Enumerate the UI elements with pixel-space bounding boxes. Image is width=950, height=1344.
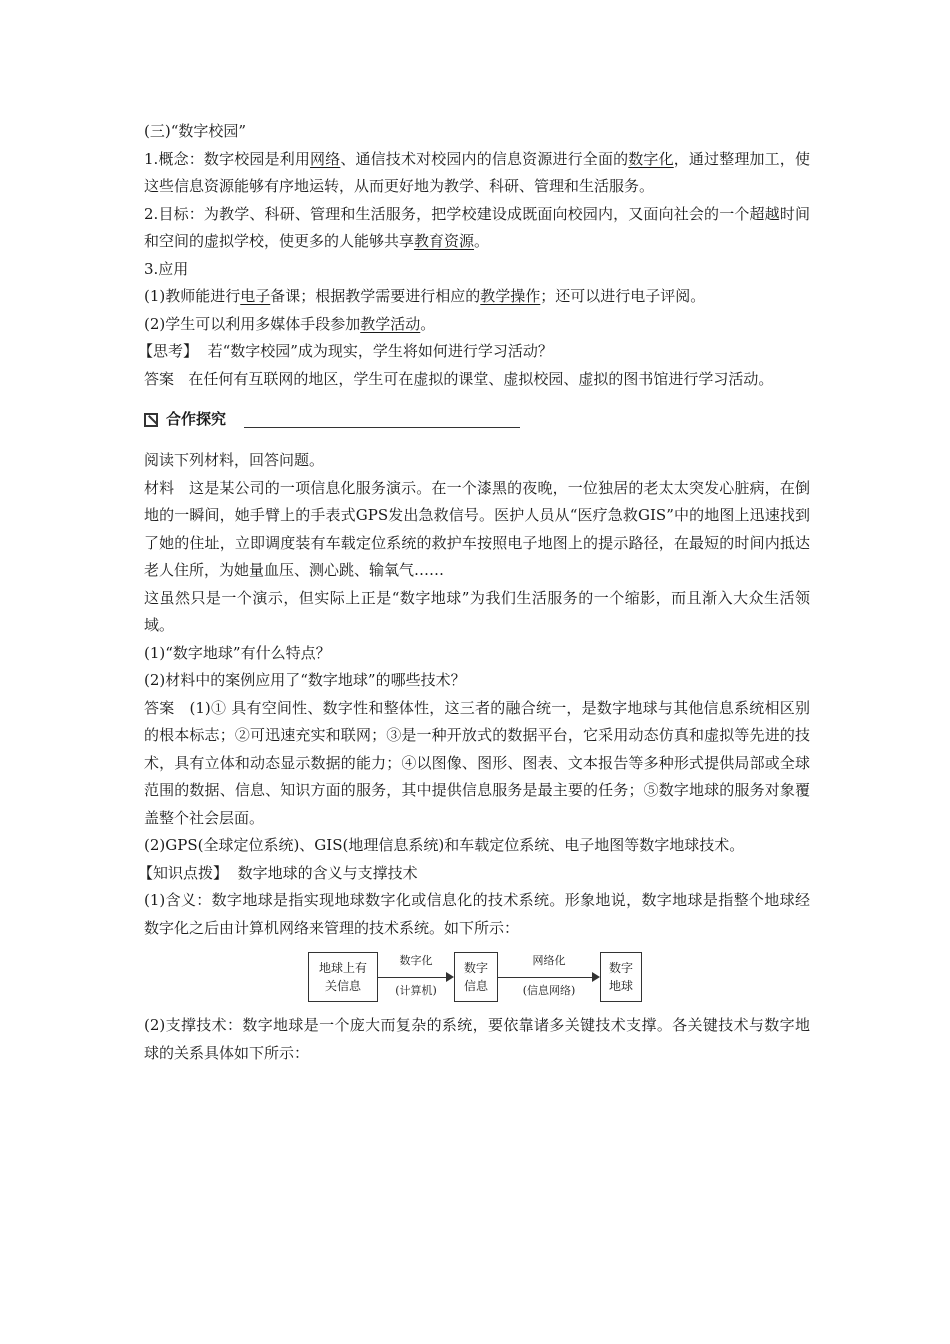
think-label: 【思考】 [138, 342, 199, 360]
apply-item-2: (2)学生可以利用多媒体手段参加教学活动。 [144, 314, 436, 333]
flow-arrow-digitize: 数字化 (计算机) [378, 952, 454, 1002]
material-summary: 这虽然只是一个演示，但实际上正是“数字地球”为我们生活服务的一个缩影，而且渐入大众生活领域。 [144, 588, 810, 634]
flow-box-digital-earth: 数字 地球 [600, 952, 642, 1002]
apply-item-1: (1)教师能进行电子备课；根据教学需要进行相应的教学操作；还可以进行电子评阅。 [144, 287, 706, 305]
arrow-head-icon [446, 972, 454, 982]
underlined-term: 教育资源 [414, 232, 475, 250]
material-label: 材料 [144, 478, 175, 497]
answer-paragraph-2: (2)GPS(全球定位系统)、GIS(地理信息系统)和车载定位系统、电子地图等数字地球技术。 [144, 836, 745, 854]
section-divider [244, 413, 520, 428]
goal-paragraph: 2.目标：为教学、科研、管理和生活服务，把学校建设成既面向校园内，又面向社会的一个超越时间和空间的虚拟学校，使更多的人能够共享教育资源。 [144, 204, 810, 250]
apply-heading: 3.应用 [144, 259, 189, 278]
flow-arrow-network: 网络化 (信息网络) [498, 952, 600, 1002]
knowledge-meaning: (1)含义：数字地球是指实现地球数字化或信息化的技术系统。形象地说，数字地球是指整个地球经数字化之后由计算机网络来管理的技术系统。如下所示： [144, 891, 810, 937]
knowledge-heading: 【知识点拨】 数字地球的含义与支撑技术 [138, 863, 418, 882]
flow-box-digital-info: 数字 信息 [454, 952, 498, 1002]
section-header-coop [144, 405, 810, 435]
answer-paragraph-1: 答案 (1)① 具有空间性、数字性和整体性，这三者的融合统一，是数字地球与其他信息系统相区别的根本标志；②可迅速充实和联网；③是一种开放式的数据平台，它采用动态仿真和虚拟等先进的技术，具有立体和动态显示数据的能力；④以图像、图形、图表、文本报告等多种形式提供局部或全球范围的数据、信息、知识方面的服务，其中提供信息服务是最主要的任务；⑤数字地球的服务对象覆盖整个社会层面。 [144, 698, 810, 827]
underlined-term: 教学操作 [480, 287, 541, 305]
knowledge-support-tech: (2)支撑技术：数字地球是一个庞大而复杂的系统，要依靠诸多关键技术支撑。各关键技术与数字地球的关系具体如下所示： [144, 1016, 810, 1062]
think-answer: 答案 在任何有互联网的地区，学生可在虚拟的课堂、虚拟校园、虚拟的图书馆进行学习活动。 [144, 369, 774, 388]
intro-text: 阅读下列材料，回答问题。 [144, 451, 325, 469]
flow-box-earth-info: 地球上有 关信息 [308, 952, 378, 1002]
concept-paragraph: 1.概念：数字校园是利用网络、通信技术对校园内的信息资源进行全面的数字化，通过整理加工，使这些信息资源能够有序地运转，从而更好地为教学、科研、管理和生活服务。 [144, 149, 810, 195]
section-marker-icon [144, 413, 158, 427]
answer-label: 答案 [144, 369, 175, 388]
section-heading: (三)“数字校园” [144, 122, 247, 140]
arrow-head-icon [592, 972, 600, 982]
document-page [138, 118, 810, 1067]
think-question: 【思考】 若“数字校园”成为现实，学生将如何进行学习活动？ [138, 342, 553, 360]
underlined-term: 网络 [310, 149, 341, 168]
answer-label: 答案 [144, 698, 175, 717]
digital-earth-flow-diagram [144, 948, 810, 1010]
knowledge-label: 【知识点拨】 [138, 863, 229, 882]
section-title: 合作探究 [166, 410, 227, 429]
question-2: (2)材料中的案例应用了“数字地球”的哪些技术？ [144, 671, 466, 689]
question-1: (1)“数字地球”有什么特点？ [144, 643, 331, 662]
underlined-term: 数字化 [628, 149, 674, 168]
material-paragraph: 材料 这是某公司的一项信息化服务演示。在一个漆黑的夜晚，一位独居的老太太突发心脏病，在倒地的一瞬间，她手臂上的手表式GPS发出急救信号。医护人员从“医疗急救GIS”中的地图上迅速找到了她的住址，立即调度装有车载定位系统的救护车按照电子地图上的提示路径，在最短的时间内抵达老人住所，为她量血压、测心跳、输氧气…… [144, 478, 810, 579]
underlined-term: 教学活动 [360, 314, 421, 333]
underlined-term: 电子 [240, 287, 271, 305]
